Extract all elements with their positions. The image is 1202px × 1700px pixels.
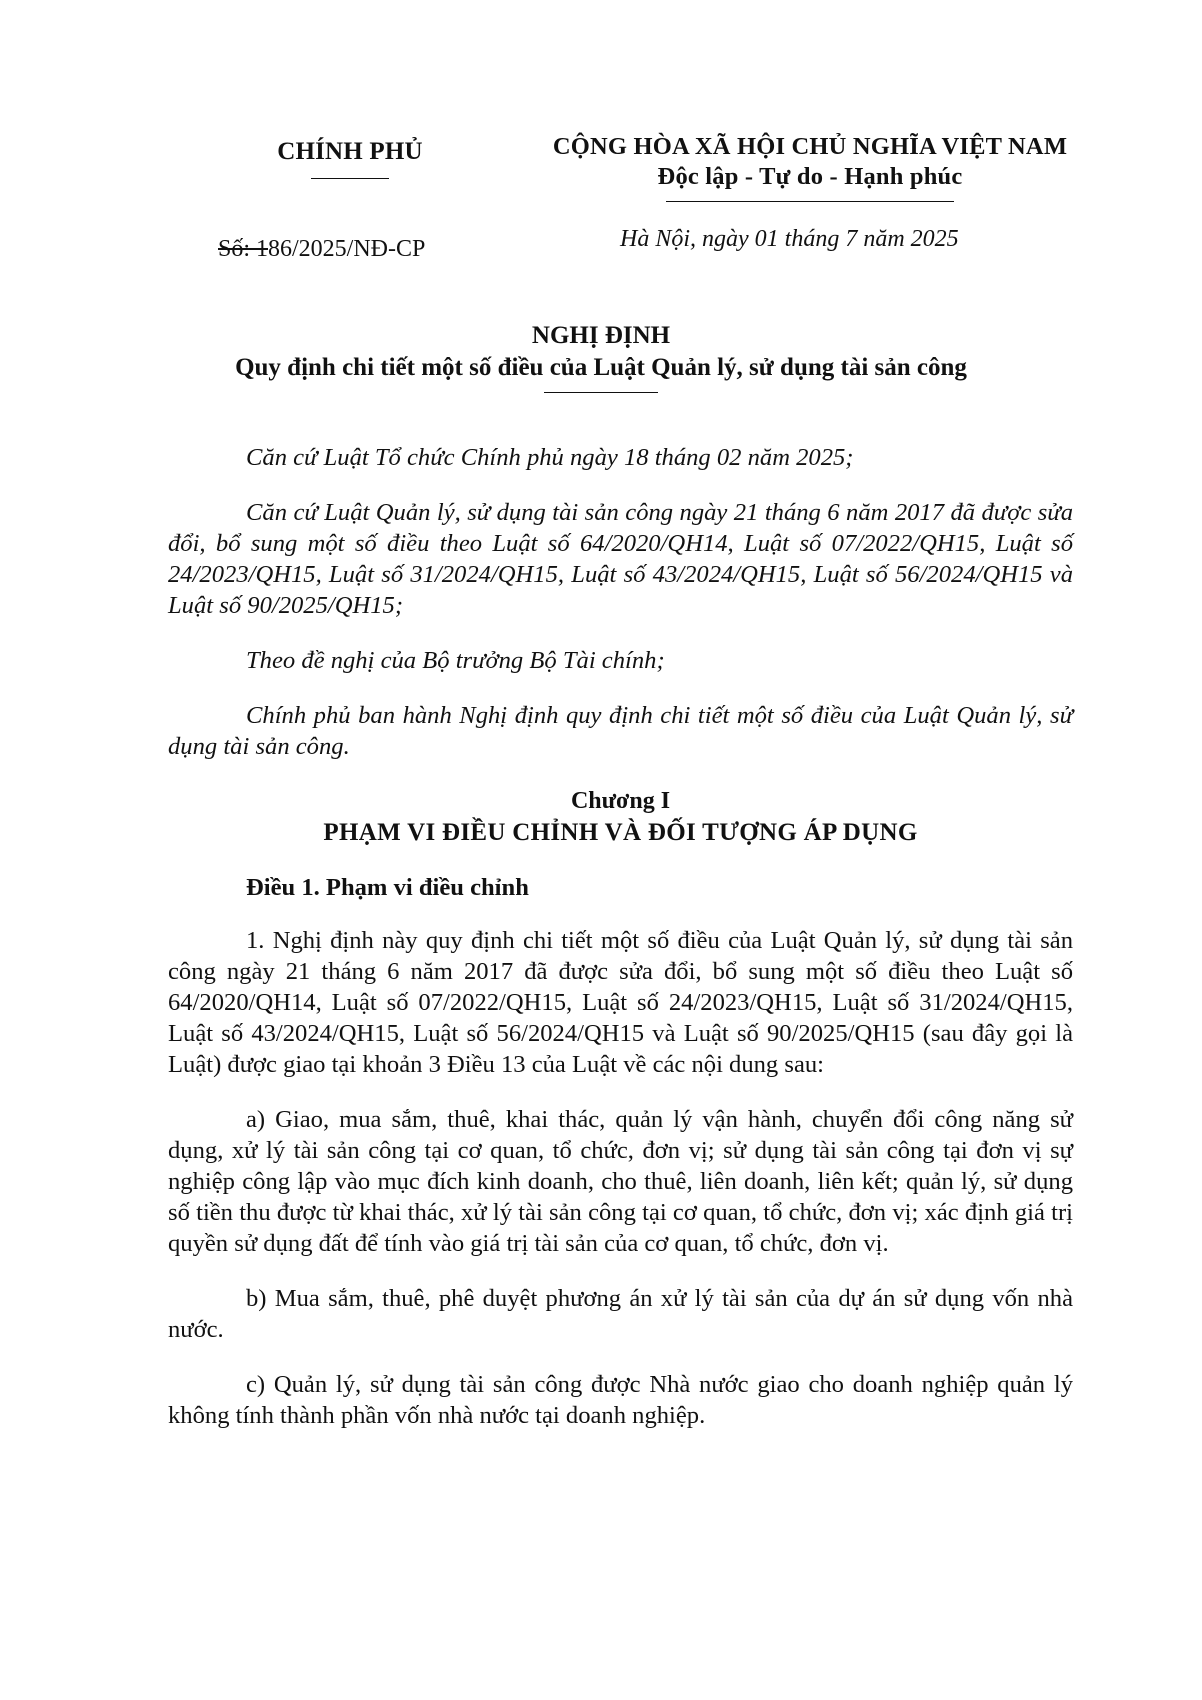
document-number-value: 86/2025/NĐ-CP <box>268 236 426 262</box>
document-number-prefix: Số: 1 <box>218 236 269 262</box>
motto-underline <box>666 201 954 202</box>
preamble-line: Theo đề nghị của Bộ trưởng Bộ Tài chính; <box>246 647 665 674</box>
national-heading <box>520 133 1100 202</box>
chapter-name: PHẠM VI ĐIỀU CHỈNH VÀ ĐỐI TƯỢNG ÁP DỤNG <box>323 819 918 846</box>
issuer-block <box>250 138 450 179</box>
article-heading: Điều 1. Phạm vi điều chỉnh <box>246 874 529 901</box>
document-type: NGHỊ ĐỊNH <box>531 322 671 349</box>
document-number <box>218 236 425 263</box>
issuer-underline <box>311 178 389 179</box>
title-underline <box>544 392 658 393</box>
country-name: CỘNG HÒA XÃ HỘI CHỦ NGHĨA VIỆT NAM <box>552 133 1068 160</box>
document-body <box>168 442 1073 1455</box>
issue-date: Hà Nội, ngày 01 tháng 7 năm 2025 <box>620 226 959 252</box>
issuer-name: CHÍNH PHỦ <box>277 138 423 165</box>
preamble-line: Căn cứ Luật Tổ chức Chính phủ ngày 18 tháng 02 năm 2025; <box>246 444 854 471</box>
preamble-line: Chính phủ ban hành Nghị định quy định chi tiết một số điều của Luật Quản lý, sử dụng tài sản công. <box>168 702 1073 760</box>
article-paragraph: b) Mua sắm, thuê, phê duyệt phương án xử lý tài sản của dự án sử dụng vốn nhà nước. <box>168 1285 1073 1343</box>
preamble-line: Căn cứ Luật Quản lý, sử dụng tài sản công ngày 21 tháng 6 năm 2017 đã được sửa đổi, bổ sung một số điều theo Luật số 64/2020/QH14, Luật số 07/2022/QH15, Luật số 24/2023/QH15, Luật số 31/2024/QH15, Luật số 43/2024/QH15, Luật số 56/2024/QH15 và Luật số 90/2025/QH15; <box>168 499 1073 619</box>
article-paragraph: c) Quản lý, sử dụng tài sản công được Nhà nước giao cho doanh nghiệp quản lý không tính thành phần vốn nhà nước tại doanh nghiệp. <box>168 1371 1073 1429</box>
document-subject: Quy định chi tiết một số điều của Luật Quản lý, sử dụng tài sản công <box>235 354 967 381</box>
chapter-number: Chương I <box>570 788 671 814</box>
document-title-block <box>150 322 1052 393</box>
article-paragraph: 1. Nghị định này quy định chi tiết một số điều của Luật Quản lý, sử dụng tài sản công ngày 21 tháng 6 năm 2017 đã được sửa đổi, bổ sung một số điều theo Luật số 64/2020/QH14, Luật số 07/2022/QH15, Luật số 24/2023/QH15, Luật số 31/2024/QH15, Luật số 43/2024/QH15, Luật số 56/2024/QH15 và Luật số 90/2025/QH15 (sau đây gọi là Luật) được giao tại khoản 3 Điều 13 của Luật về các nội dung sau: <box>168 927 1073 1078</box>
article-paragraph: a) Giao, mua sắm, thuê, khai thác, quản lý vận hành, chuyển đổi công năng sử dụng, xử lý tài sản công tại cơ quan, tổ chức, đơn vị; sử dụng tài sản công tại đơn vị sự nghiệp công lập vào mục đích kinh doanh, cho thuê, liên doanh, liên kết; quản lý, sử dụng số tiền thu được từ khai thác, xử lý tài sản công tại cơ quan, tổ chức, đơn vị; xác định giá trị quyền sử dụng đất để tính vào giá trị tài sản của cơ quan, tổ chức, đơn vị. <box>168 1106 1073 1257</box>
national-motto: Độc lập - Tự do - Hạnh phúc <box>657 163 963 190</box>
chapter-heading <box>168 786 1073 848</box>
